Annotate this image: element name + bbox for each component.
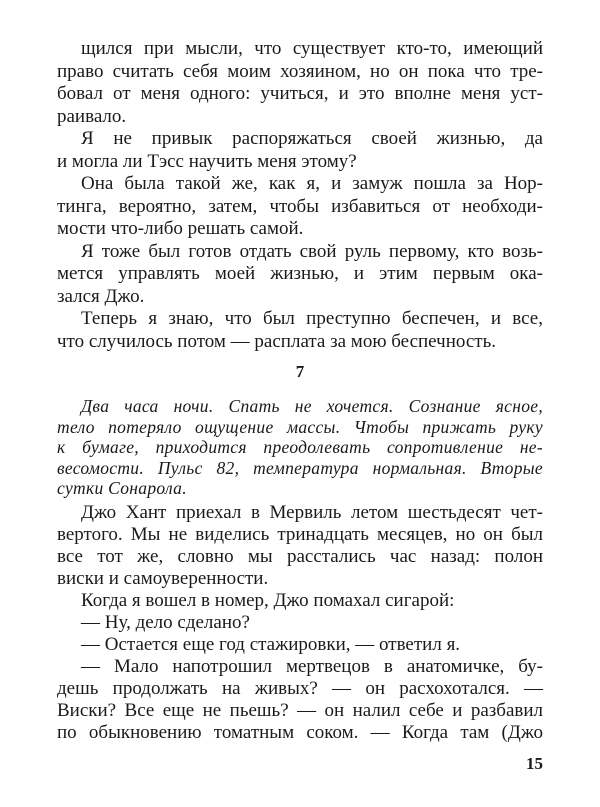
text-line: мется управлять моей жизнью, и этим первым ока- — [57, 263, 543, 284]
text-line: к бумаге, приходится преодолевать сопротивление не- — [57, 437, 543, 457]
text-line: щился при мысли, что существует кто-то, имеющий — [81, 38, 543, 59]
paragraph — [57, 612, 543, 634]
text-line: Я не привык распоряжаться своей жизнью, да — [81, 128, 543, 149]
text-line: виски и самоуверенности. — [57, 568, 269, 589]
paragraph — [57, 502, 543, 590]
text-line: — Мало напотрошил мертвецов в анатомичке, бу- — [81, 656, 543, 677]
text-line: что случилось потом — расплата за мою беспечность. — [57, 330, 496, 352]
chapter-number: 7 — [295, 362, 305, 381]
paragraph — [57, 173, 543, 241]
text-line: право считать себя моим хозяином, но он пока что тре- — [57, 60, 543, 82]
text-line: тело потеряло ощущение массы. Чтобы прижать руку — [57, 416, 543, 437]
text-line: бовал от меня одного: учиться, и это вполне меня уст- — [57, 83, 543, 104]
text-line: Я тоже был готов отдать свой руль первому, кто возь- — [81, 240, 543, 262]
page-number: 15 — [526, 754, 543, 773]
text-block-top — [57, 38, 543, 353]
paragraph — [57, 308, 543, 353]
paragraph — [57, 396, 543, 499]
text-line: вертого. Мы не виделись тринадцать месяцев, но он был — [57, 524, 543, 545]
text-line: зался Джо. — [57, 285, 145, 307]
italic-diary-entry — [57, 396, 543, 499]
paragraph — [57, 241, 543, 309]
text-line: Два часа ночи. Спать не хочется. Сознание ясное, — [81, 396, 543, 416]
text-line: Она была такой же, как я, и замуж пошла за Нор- — [81, 173, 543, 194]
paragraph — [57, 128, 543, 173]
text-line: и могла ли Тэсс научить меня этому? — [57, 150, 357, 172]
text-line: сутки Сонарола. — [57, 478, 187, 498]
paragraph — [57, 634, 543, 656]
text-line: по обыкновению томатным соком. — Когда там (Джо — [57, 722, 543, 743]
text-line: Когда я вошел в номер, Джо помахал сигарой: — [81, 590, 455, 611]
text-line: — Остается еще год стажировки, — ответил я. — [81, 634, 461, 655]
paragraph — [57, 38, 543, 128]
text-line: все тот же, словно мы расстались час назад: полон — [57, 546, 543, 567]
text-line: — Ну, дело сделано? — [81, 612, 250, 633]
text-block-bottom — [57, 502, 543, 744]
text-line: дешь продолжать на живых? — он расхохотался. — — [57, 678, 543, 699]
text-line: мости что-либо решать самой. — [57, 218, 304, 239]
text-line: Виски? Все еще не пьешь? — он налил себе и разбавил — [57, 700, 543, 721]
text-line: тинга, вероятно, затем, чтобы избавиться от необходи- — [57, 195, 543, 217]
text-line: Джо Хант приехал в Мервиль летом шестьдесят чет- — [81, 502, 543, 523]
paragraph — [57, 656, 543, 744]
text-line: раивало. — [57, 105, 127, 127]
text-line: Теперь я знаю, что был преступно беспечен, и все, — [81, 308, 543, 329]
text-line: весомости. Пульс 82, температура нормальная. Вторые — [57, 457, 543, 478]
paragraph — [57, 590, 543, 612]
